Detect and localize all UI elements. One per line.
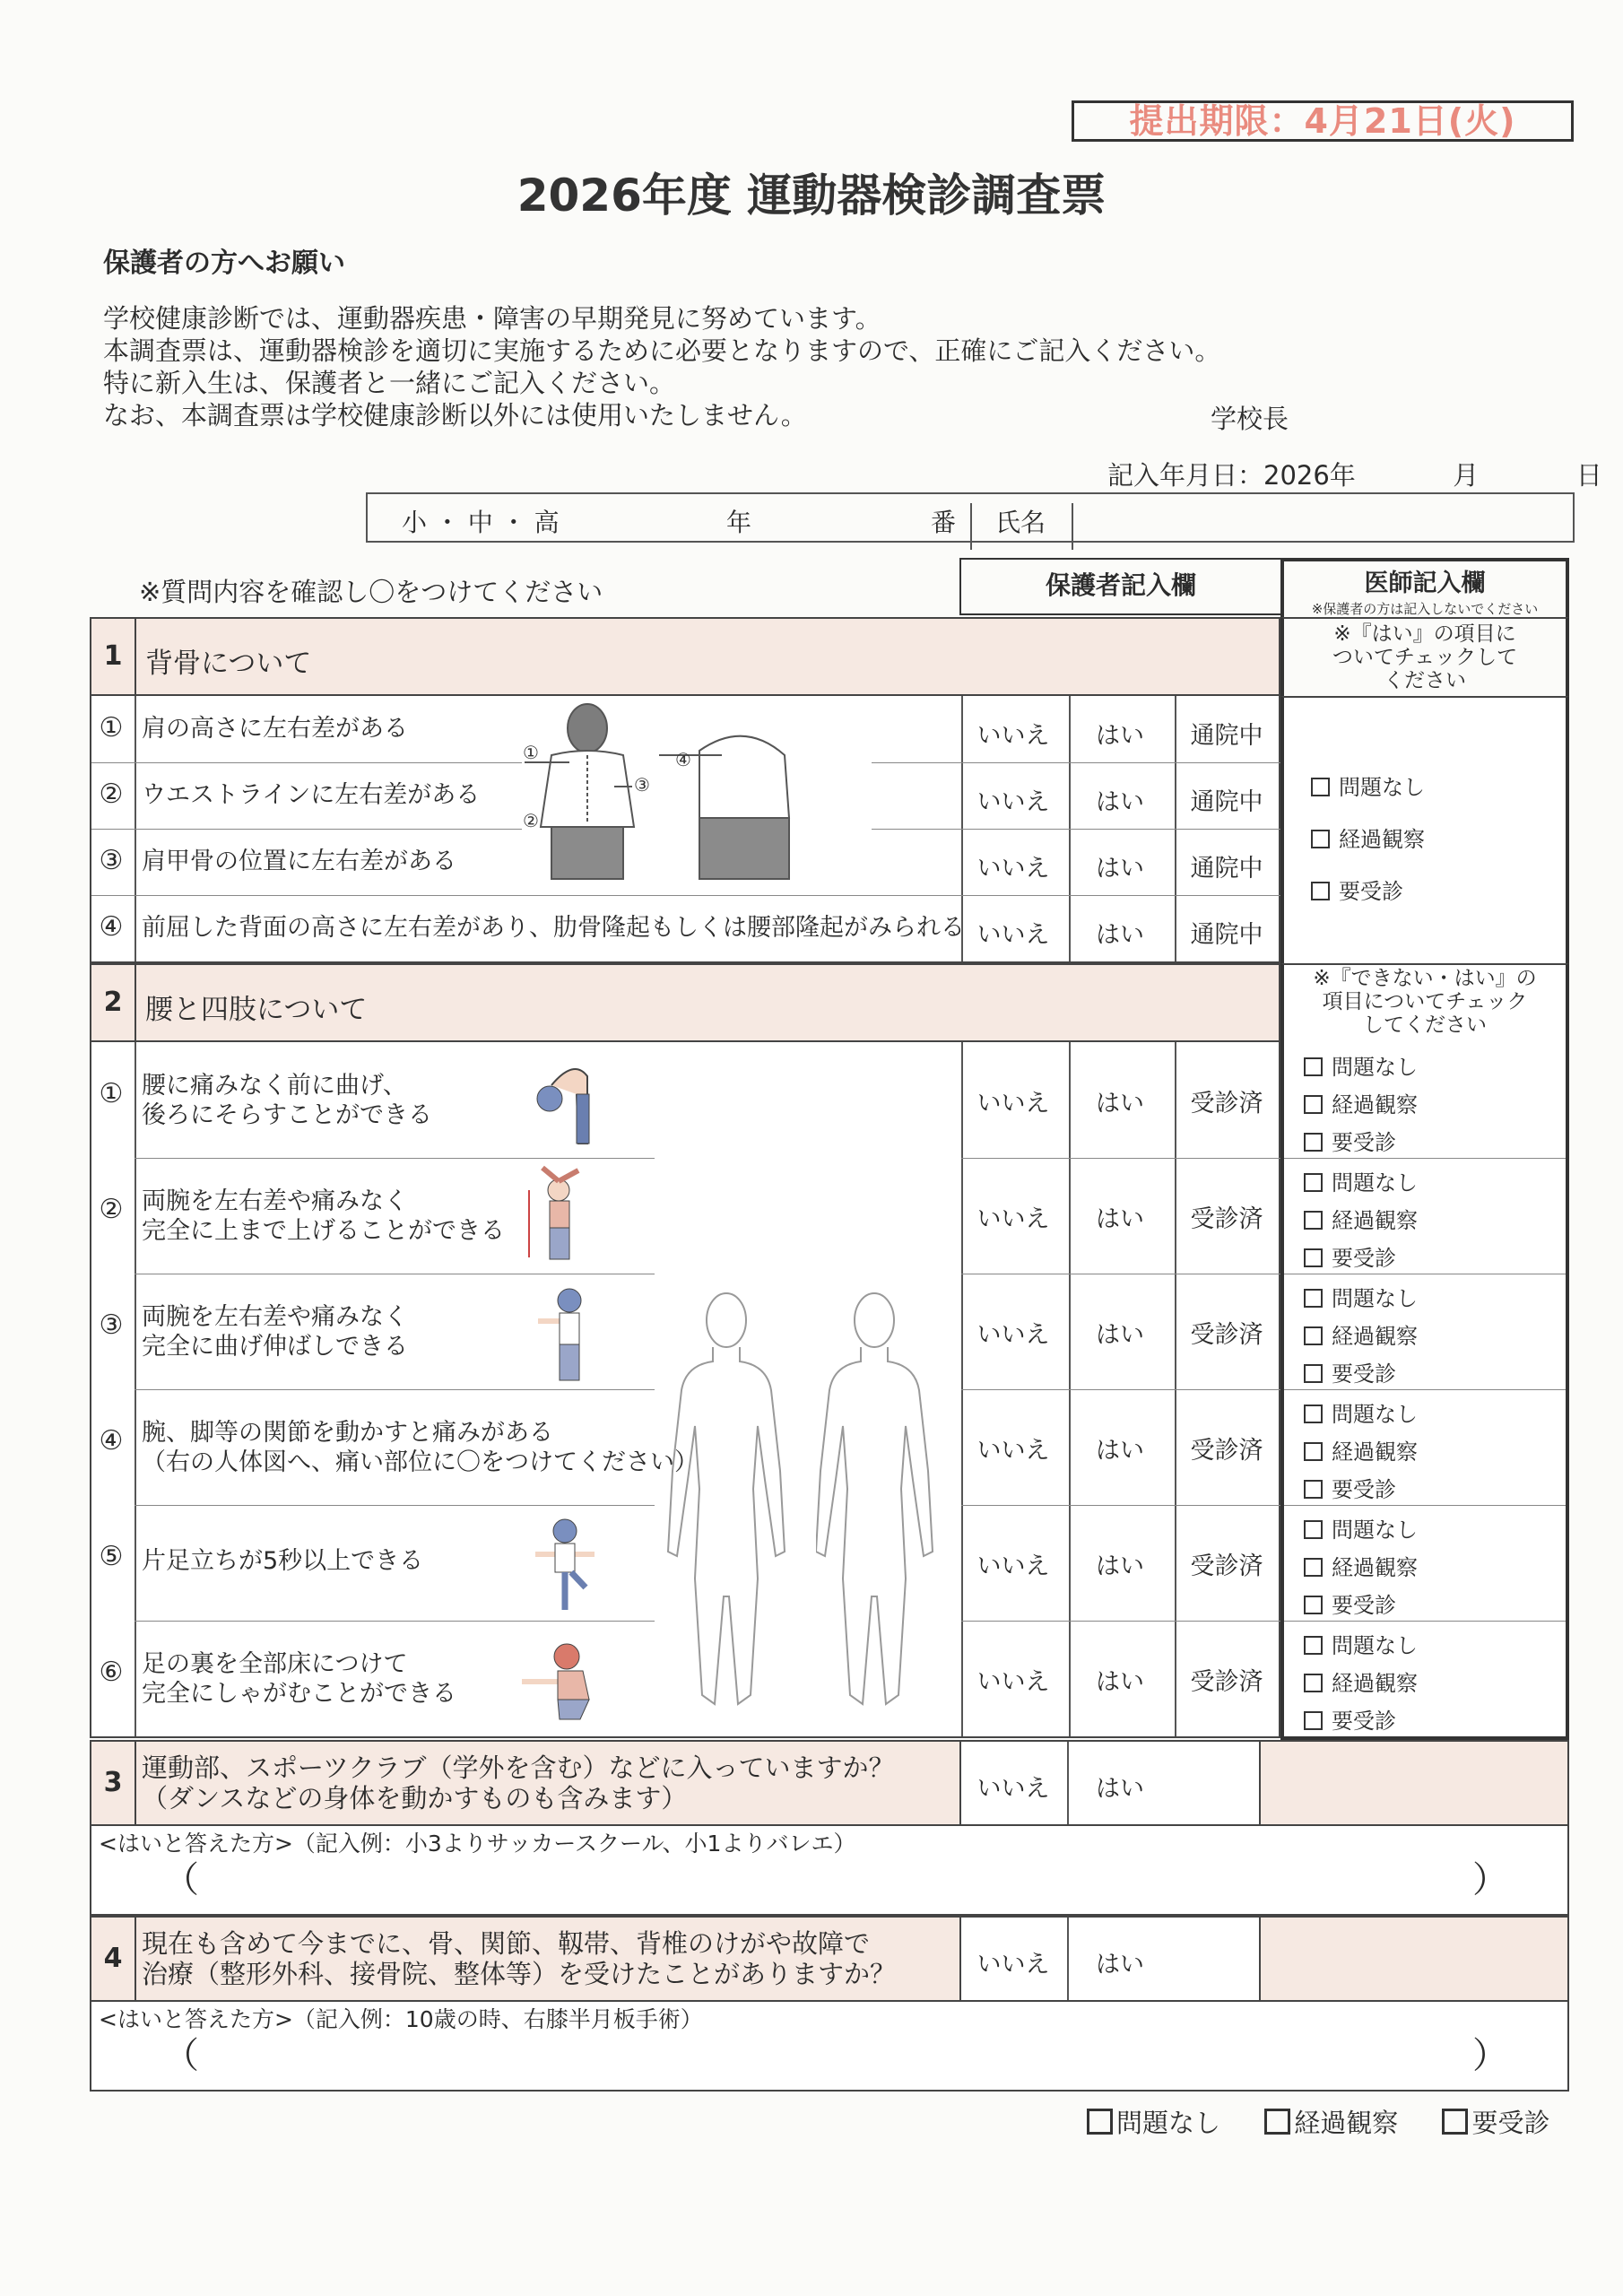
check-ok[interactable]: 問題なし — [1304, 1628, 1418, 1659]
section-2-header — [90, 963, 1280, 1042]
open-paren: （ — [163, 2035, 199, 2076]
fig-label: ④ — [675, 749, 691, 770]
answer-yes[interactable]: はい — [1096, 788, 1144, 816]
q3-free-answer[interactable] — [90, 1826, 1569, 1916]
s2-row — [90, 1158, 1280, 1274]
answer-yes[interactable]: はい — [1096, 722, 1144, 750]
date-label: 記入年月日：2026年 — [1107, 460, 1356, 491]
row-number: ④ — [99, 911, 124, 943]
doctor-header-title: 医師記入欄 — [1364, 570, 1486, 597]
question-3 — [90, 1740, 1569, 1826]
check-ok[interactable]: 問題なし — [1304, 1396, 1418, 1428]
answer-visiting[interactable]: 通院中 — [1190, 722, 1263, 750]
bending-figure — [699, 736, 789, 879]
row-question: 完全に曲げ伸ばしできる — [142, 1333, 408, 1361]
fig-label: ② — [523, 810, 539, 831]
check-observe[interactable]: 経過観察 — [1304, 1203, 1418, 1234]
intro-line: 本調査票は、運動器検診を適切に実施するために必要となりますので、正確にご記入ください。 — [103, 335, 1221, 366]
check-observe[interactable]: 経過観察 — [1304, 1550, 1418, 1581]
answer-no[interactable]: いいえ — [976, 722, 1050, 750]
instruction: ※質問内容を確認し〇をつけてください — [139, 577, 603, 607]
answer-no[interactable]: いいえ — [976, 1552, 1050, 1580]
school-type-options[interactable]: 小 ・ 中 ・ 高 — [402, 508, 560, 537]
answer-visiting[interactable]: 通院中 — [1190, 788, 1263, 816]
section-number: 2 — [91, 965, 136, 1040]
answer-consulted[interactable]: 受診済 — [1190, 1552, 1263, 1580]
close-paren: ） — [1472, 2035, 1508, 2076]
name-bar — [366, 492, 1575, 543]
answer-consulted[interactable]: 受診済 — [1190, 1321, 1263, 1349]
check-refer[interactable]: 要受診 — [1311, 874, 1403, 905]
section-number: 1 — [91, 619, 136, 694]
check-observe[interactable]: 経過観察 — [1304, 1087, 1418, 1118]
row-question: 後ろにそらすことができる — [142, 1101, 432, 1129]
row-number: ② — [99, 1194, 124, 1225]
question-text: 治療（整形外科、接骨院、整体等）を受けたことがありますか？ — [142, 1959, 897, 1989]
answer-yes[interactable]: はい — [1096, 1775, 1144, 1803]
bending-child-illustration — [525, 1049, 605, 1150]
row-question: （右の人体図へ、痛い部位に〇をつけてください） — [142, 1448, 699, 1476]
answer-no[interactable]: いいえ — [976, 855, 1050, 883]
doctor-header — [1280, 558, 1569, 622]
row-question: 肩甲骨の位置に左右差がある — [142, 848, 456, 875]
fig-label: ① — [523, 742, 539, 763]
row-number: ① — [99, 1078, 124, 1109]
q4-free-answer[interactable] — [90, 2002, 1569, 2092]
final-check-refer[interactable]: 要受診 — [1442, 2103, 1567, 2140]
final-checks — [1087, 2103, 1585, 2140]
section-label: 背骨について — [145, 648, 312, 680]
answer-yes[interactable]: はい — [1096, 1321, 1144, 1349]
name-field[interactable] — [1085, 503, 1560, 535]
page-title: 2026年度 運動器検診調査票 — [516, 170, 1107, 222]
row-number: ③ — [99, 845, 124, 876]
check-refer[interactable]: 要受診 — [1304, 1703, 1396, 1735]
doctor-box-2 — [1280, 1044, 1569, 1740]
one-leg-child-illustration — [525, 1511, 605, 1617]
final-check-ok[interactable]: 問題なし — [1087, 2103, 1238, 2140]
answer-consulted[interactable]: 受診済 — [1190, 1090, 1263, 1118]
intro-line: 学校健康診断では、運動器疾患・障害の早期発見に努めています。 — [103, 303, 881, 334]
section-1-header — [90, 617, 1280, 696]
row-question: 完全にしゃがむことができる — [142, 1680, 456, 1708]
intro-line: 特に新入生は、保護者と一緒にご記入ください。 — [103, 368, 676, 398]
answer-no[interactable]: いいえ — [976, 1090, 1050, 1118]
question-4 — [90, 1916, 1569, 2002]
answer-no[interactable]: いいえ — [976, 921, 1050, 949]
row-number: ② — [99, 778, 124, 810]
answer-yes[interactable]: はい — [1096, 1205, 1144, 1233]
check-refer[interactable]: 要受診 — [1304, 1356, 1396, 1387]
check-observe[interactable]: 経過観察 — [1304, 1665, 1418, 1697]
final-check-observe[interactable]: 経過観察 — [1264, 2103, 1416, 2140]
arms-up-child-illustration — [507, 1163, 605, 1267]
question-text: （ダンスなどの身体を動かすものも含みます） — [142, 1783, 688, 1813]
request-heading: 保護者の方へお願い — [103, 248, 345, 279]
row-question: 足の裏を全部床につけて — [142, 1650, 408, 1678]
row-number: ⑤ — [99, 1541, 124, 1572]
row-question: 完全に上まで上げることができる — [142, 1217, 505, 1245]
doctor-box-1 — [1280, 696, 1569, 963]
row-question: 肩の高さに左右差がある — [142, 715, 408, 743]
question-number: 3 — [91, 1742, 136, 1824]
answer-yes[interactable]: はい — [1096, 921, 1144, 949]
row-question: 腕、脚等の関節を動かすと痛みがある — [142, 1419, 553, 1447]
fig-label: ③ — [634, 774, 650, 796]
example-text: <はいと答えた方>（記入例：10歳の時、右膝半月板手術） — [99, 2006, 703, 2032]
number-label: 番 — [931, 508, 957, 537]
check-refer[interactable]: 要受診 — [1304, 1125, 1396, 1156]
question-text: 現在も含めて今までに、骨、関節、靱帯、背椎のけがや故障で — [142, 1928, 871, 1959]
check-observe[interactable]: 経過観察 — [1304, 1434, 1418, 1465]
check-ok[interactable]: 問題なし — [1311, 770, 1425, 801]
answer-yes[interactable]: はい — [1096, 1090, 1144, 1118]
intro-text — [103, 302, 1220, 431]
answer-consulted[interactable]: 受診済 — [1190, 1668, 1263, 1696]
row-number: ④ — [99, 1425, 124, 1457]
check-refer[interactable]: 要受診 — [1304, 1472, 1396, 1503]
row-question: 腰に痛みなく前に曲げ、 — [142, 1072, 407, 1100]
check-observe[interactable]: 経過観察 — [1304, 1318, 1418, 1350]
answer-no[interactable]: いいえ — [976, 1321, 1050, 1349]
doctor-note-2: ※『できない・はい』の 項目についてチェック してください — [1280, 963, 1569, 1046]
row-number: ① — [99, 712, 124, 744]
question-number: 4 — [91, 1918, 136, 2000]
guardian-header: 保護者記入欄 — [959, 558, 1282, 615]
arm-stretch-child-illustration — [529, 1281, 610, 1387]
row-question: 前屈した背面の高さに左右差があり、肋骨隆起もしくは腰部隆起がみられる — [142, 914, 965, 942]
row-question: 両腕を左右差や痛みなく — [142, 1303, 408, 1331]
doctor-header-note: ※保護者の方は記入しないでください — [1311, 601, 1539, 617]
answer-yes[interactable]: はい — [1096, 1437, 1144, 1465]
back-view-figure — [541, 704, 634, 879]
check-ok[interactable]: 問題なし — [1304, 1165, 1418, 1196]
date-month: 月 — [1453, 460, 1480, 491]
answer-no[interactable]: いいえ — [976, 1437, 1050, 1465]
grade-label: 年 — [726, 508, 752, 537]
answer-no[interactable]: いいえ — [976, 1668, 1050, 1696]
s1-row — [90, 895, 1280, 963]
check-ok[interactable]: 問題なし — [1304, 1049, 1418, 1081]
question-text: 運動部、スポーツクラブ（学外を含む）などに入っていますか？ — [142, 1752, 895, 1783]
check-refer[interactable]: 要受診 — [1304, 1587, 1396, 1619]
answer-no[interactable]: いいえ — [976, 1775, 1050, 1803]
name-label: 氏名 — [995, 508, 1046, 537]
date-fill — [1107, 456, 1602, 492]
check-refer[interactable]: 要受診 — [1304, 1240, 1396, 1272]
example-text: <はいと答えた方>（記入例：小3よりサッカースクール、小1よりバレエ） — [99, 1831, 856, 1857]
deadline-box: 提出期限：4月21日(火) — [1072, 100, 1574, 142]
squat-child-illustration — [513, 1637, 607, 1726]
row-number: ③ — [99, 1309, 124, 1341]
s2-row — [90, 1042, 1280, 1158]
answer-visiting[interactable]: 通院中 — [1190, 855, 1263, 883]
row-number: ⑥ — [99, 1657, 124, 1688]
doctor-note-1: ※『はい』の項目に ついてチェックして ください — [1280, 617, 1569, 696]
date-day: 日 — [1575, 460, 1602, 491]
row-question: 両腕を左右差や痛みなく — [142, 1187, 408, 1215]
answer-yes[interactable]: はい — [1096, 1951, 1144, 1979]
close-paren: ） — [1472, 1859, 1508, 1900]
open-paren: （ — [163, 1859, 199, 1900]
answer-no[interactable]: いいえ — [976, 788, 1050, 816]
answer-no[interactable]: いいえ — [976, 1205, 1050, 1233]
answer-yes[interactable]: はい — [1096, 1552, 1144, 1580]
row-question: 片足立ちが5秒以上できる — [142, 1547, 424, 1575]
principal-signature: 学校長 — [1211, 404, 1289, 434]
body-back-chart[interactable] — [816, 1283, 995, 1731]
answer-no[interactable]: いいえ — [976, 1951, 1050, 1979]
check-ok[interactable]: 問題なし — [1304, 1281, 1418, 1312]
row-question: ウエストラインに左右差がある — [142, 781, 481, 809]
answer-visiting[interactable]: 通院中 — [1190, 921, 1263, 949]
answer-consulted[interactable]: 受診済 — [1190, 1437, 1263, 1465]
check-observe[interactable]: 経過観察 — [1311, 822, 1425, 853]
check-ok[interactable]: 問題なし — [1304, 1512, 1418, 1544]
answer-yes[interactable]: はい — [1096, 855, 1144, 883]
intro-line: なお、本調査票は学校健康診断以外には使用いたしません。 — [103, 400, 807, 430]
answer-yes[interactable]: はい — [1096, 1668, 1144, 1696]
answer-consulted[interactable]: 受診済 — [1190, 1205, 1263, 1233]
spine-figure — [516, 701, 812, 899]
section-label: 腰と四肢について — [145, 994, 368, 1026]
